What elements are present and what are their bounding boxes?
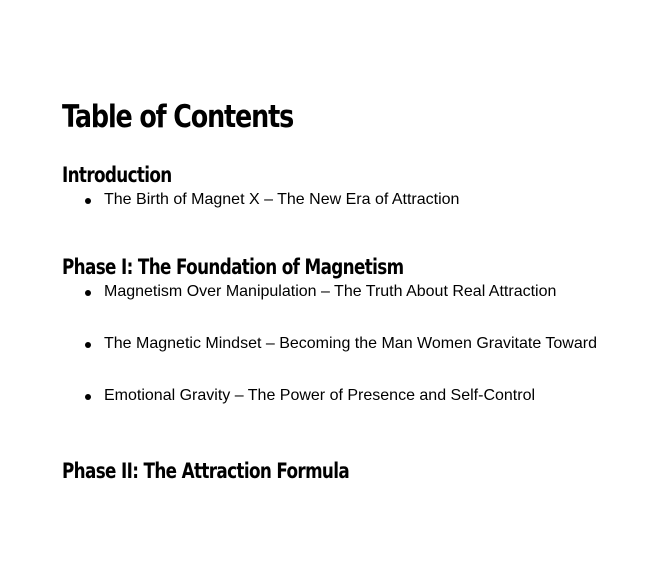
toc-item-label: The Birth of Magnet X – The New Era of Attraction [104, 191, 460, 208]
bullet-icon [85, 290, 91, 296]
table-of-contents [62, 95, 662, 485]
bullet-icon [85, 342, 91, 348]
toc-title: Table of Contents [62, 99, 294, 135]
toc-item [62, 333, 662, 355]
toc-item-label: Emotional Gravity – The Power of Presence and Self-Control [104, 387, 536, 404]
section-heading-phase-1: Phase I: The Foundation of Magnetism [62, 255, 404, 279]
toc-item [62, 281, 662, 303]
section-heading-phase-2: Phase II: The Attraction Formula [62, 459, 350, 483]
section-list-phase-1 [62, 281, 662, 407]
section-list-introduction [62, 189, 662, 211]
bullet-icon [85, 394, 91, 400]
bullet-icon [85, 198, 91, 204]
toc-item [62, 385, 662, 407]
toc-item-label: Magnetism Over Manipulation – The Truth About Real Attraction [104, 283, 557, 300]
toc-item-label: The Magnetic Mindset – Becoming the Man Women Gravitate Toward [104, 335, 597, 352]
section-heading-introduction: Introduction [62, 163, 172, 187]
toc-item [62, 189, 662, 211]
